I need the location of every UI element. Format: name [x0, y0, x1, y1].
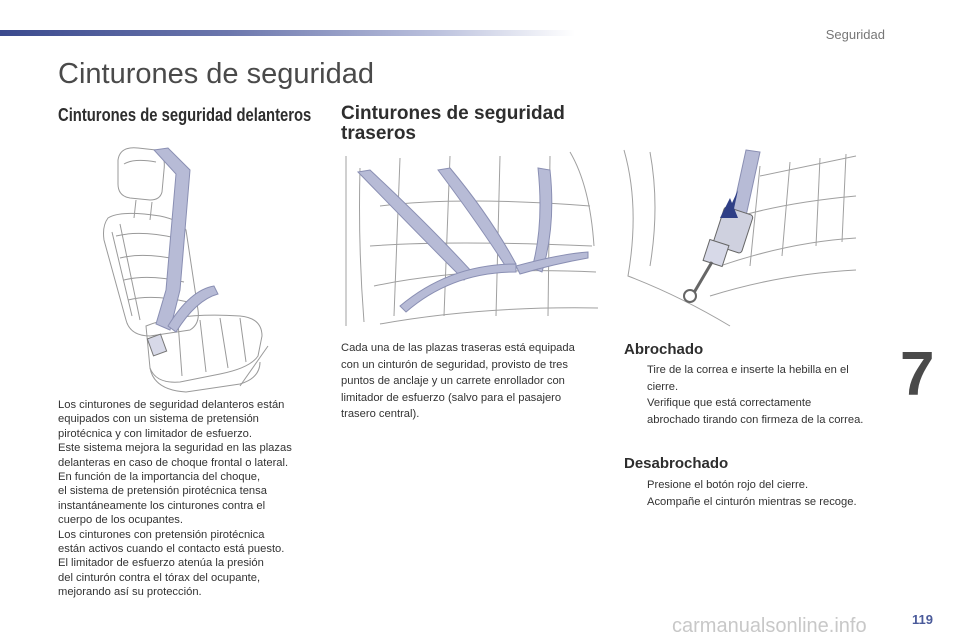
page-title: Cinturones de seguridad: [58, 58, 374, 90]
unfastening-heading: Desabrochado: [624, 455, 729, 472]
front-line: instantáneamente los cinturones contra el: [58, 499, 266, 512]
front-line: equipados con un sistema de pretensión: [58, 413, 259, 426]
front-line: Este sistema mejora la seguridad en las plazas: [58, 442, 292, 455]
front-line: El limitador de esfuerzo atenúa la presión: [58, 557, 264, 570]
front-line: delanteras en caso de choque frontal o lateral.: [58, 456, 289, 469]
list-item: [624, 395, 904, 428]
front-line: Los cinturones con pretensión pirotécnica: [58, 528, 265, 541]
front-line: pirotécnica y con limitador de esfuerzo.: [58, 427, 253, 440]
rear-line: puntos de anclaje y un carrete enrollador con: [341, 375, 565, 388]
list-item-text: abrochado tirando con firmeza de la correa.: [647, 413, 864, 426]
list-item-text: Acompañe el cinturón mientras se recoge.: [647, 495, 857, 508]
rear-seats-illustration: [340, 146, 602, 332]
front-line: cuerpo de los ocupantes.: [58, 514, 184, 527]
front-line: Los cinturones de seguridad delanteros están: [58, 399, 285, 411]
front-belts-heading: Cinturones de seguridad delanteros: [58, 104, 312, 125]
list-item-text: cierre.: [647, 380, 679, 393]
front-line: el sistema de pretensión pirotécnica tensa: [58, 485, 267, 498]
front-line: En función de la importancia del choque,: [58, 471, 261, 484]
page-number: 119: [912, 612, 933, 627]
rear-heading-line1: Cinturones de seguridad: [341, 103, 565, 124]
rear-line: con un cinturón de seguridad, provisto de tres: [341, 358, 568, 371]
header-accent-bar: [0, 30, 575, 36]
list-item-text: Verifique que está correctamente: [647, 397, 812, 409]
list-item-text: Tire de la correa e inserte la hebilla en el: [647, 364, 849, 376]
fastening-list: [624, 362, 904, 428]
watermark: carmanualsonline.info: [672, 615, 867, 637]
chapter-number: 7: [900, 340, 935, 409]
unfastening-list: [624, 477, 904, 510]
rear-belts-heading: [341, 104, 565, 144]
rear-line: trasero central).: [341, 408, 420, 421]
front-belts-description: [58, 398, 328, 600]
rear-line: Cada una de las plazas traseras está equipada: [341, 342, 575, 354]
rear-heading-line2: traseros: [341, 123, 416, 144]
list-item-text: Presione el botón rojo del cierre.: [647, 479, 809, 491]
fastening-heading: Abrochado: [624, 341, 704, 358]
buckle-illustration: [620, 146, 860, 332]
rear-line: limitador de esfuerzo (salvo para el pasajero: [341, 391, 562, 404]
front-seat-illustration: [90, 140, 280, 400]
rear-belts-description: [341, 340, 611, 423]
front-line: del cinturón contra el tórax del ocupante,: [58, 571, 261, 584]
list-item: [624, 477, 904, 494]
section-label: Seguridad: [825, 27, 885, 42]
front-line: están activos cuando el contacto está puesto.: [58, 543, 285, 556]
list-item: [624, 362, 904, 395]
list-item: [624, 494, 904, 511]
front-line: mejorando así su protección.: [58, 586, 202, 599]
